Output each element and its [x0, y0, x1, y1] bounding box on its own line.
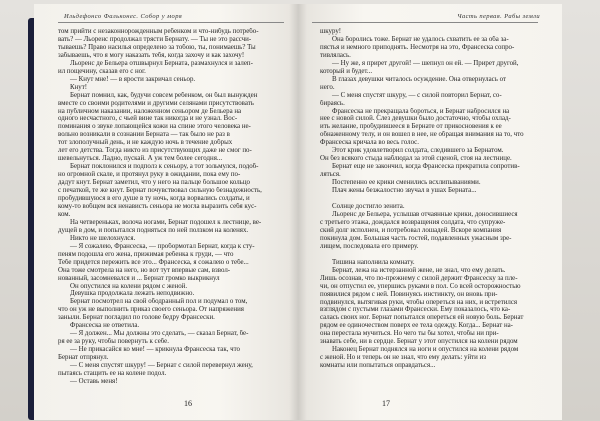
text-line: комнаты или попытаться оправдаться... [320, 362, 436, 370]
text-line: Тебе придется пережить все это... Франсеска, я сожалею о тебе... [58, 258, 249, 266]
text-line: том прийти с незаконнорожденным ребенком и что-нибудь потребо- [58, 28, 259, 35]
text-line: Он опустился на колени рядом с женой. [70, 282, 188, 290]
text-line: поминания о звуке лопающейся кожи на спине этого человека не- [58, 123, 251, 131]
text-line: Франсеска кричала во весь голос. [320, 139, 419, 147]
text-line: появилися рядом с ней. Повинуясь инстинкту, он вновь при- [320, 290, 498, 298]
text-line: подвинулся, вытягивая руки, чтобы опереться на них, и встретился [320, 298, 518, 306]
text-line: знавать себе, ни в сердце. Бернат у этот опустился на колени рядом [320, 338, 518, 346]
text-line: ский долг исполнен, и потребовал лошадей. Вскоре компания [320, 226, 502, 234]
left-head-rule [58, 22, 284, 23]
text-line: дущей в дом, и попытался подняться по ней ползком на коленях. [58, 226, 249, 234]
text-line: Тишина наполнила комнату. [332, 258, 415, 266]
text-line: Бернат посмотрел на свой ободранный пол и подумал о том, [70, 298, 248, 306]
text-line: нее с новой силой. Слез девушки было достаточно, чтобы охлад- [320, 115, 511, 123]
text-line: тываешь? Право насилья определено за тобою, ты, понимаешь? Ты [58, 43, 256, 51]
text-line: шкуру! [320, 28, 342, 35]
text-line: — С меня спустят шкуру! — Бернат с силой перевернул жену, [70, 362, 253, 370]
text-line: него. [320, 83, 335, 91]
text-line: тивлялась. [320, 51, 351, 59]
text-line: — Я сожалею, Франсеска, — пробормотал Бернат, когда к сту- [70, 242, 255, 250]
text-line: Наконец Бернат поднялся на ноги и опустился на колени рядом [332, 346, 519, 354]
text-line: шевельнуться. Ладно, пускай. А уж тем более сегодня... [58, 155, 223, 163]
text-line: вать? — Льоренс продолжал трясти Бернату. — Ты не это рассчи- [58, 35, 252, 43]
left-page-text [58, 28, 284, 386]
left-running-head: Ильдефонсо Фальконес. Собор у моря [64, 13, 183, 20]
text-line: пытаясь стащить ее на колене подол. [58, 369, 167, 377]
text-line: кому-то вобщем вся ненависть сеньора не могла выразить себя кус- [58, 202, 257, 210]
text-line: Бернат еще не закончил, когда Франсеска прекратила сопротив- [332, 163, 520, 171]
text-line: Постепенно ее крики сменились всхлипываниями. [332, 179, 481, 187]
text-line: Бернат, лежа на истерзанной жене, не знал, что ему делать. [332, 266, 506, 274]
text-line: — Оставь меня! [70, 377, 118, 385]
text-line: пястья и немного приподнять. Несмотря на это, Франсеска сопро- [320, 43, 515, 51]
text-line: заныли. Бернат погладил по голове бедру Франсески. [58, 314, 215, 322]
text-line: Солнце достигло зенита. [332, 203, 405, 211]
text-line: что он уж не выполнить приказ своего сеньора. От напряжения [58, 306, 244, 314]
text-line: тот злополучный день, и не каждую ночь в течение добрых [58, 139, 233, 147]
text-line: — Не прикасайся ко мне! — крикнула Франсеска так, что [70, 346, 240, 354]
text-line: рядом ее одиночеством поверх ее тела одежду. Когда... Бернат на- [320, 322, 513, 330]
text-line: лет его детства. Тогда никто из присутствующих даже не смог по- [58, 147, 252, 155]
right-page-number: 17 [382, 399, 390, 408]
text-line: чи, он отпустил ее, упершись руками в пол. Со всей осторожностью [320, 282, 521, 290]
text-line: забываешь, что я могу наказать тебя, когда захочу и как захочу! [58, 51, 245, 59]
left-page [34, 4, 298, 420]
text-line: Франсеска не ответила. [70, 322, 140, 330]
text-line: с женой. Но и теперь он не знал, что ему делать: уйти из [320, 354, 486, 362]
text-line: ляться. [320, 171, 341, 179]
text-line: обнаженному телу, и он вошел в нее, не обращая внимания на то, что [320, 131, 524, 139]
text-line: ря ее за руку, чтобы повернуть к себе. [58, 338, 169, 346]
text-line: Бернат помнил, как, будучи совсем ребенком, он был вынужден [70, 91, 258, 99]
text-line: Кнут! [70, 83, 88, 91]
text-line: одного несчастного, с чьей вине так никогда и не узнал. Вос- [58, 115, 238, 123]
text-line: На четвереньках, волоча ногами, Бернат подошел к лестнице, ве- [70, 218, 262, 226]
text-line: вместе со своими родителями и другими селянами присутствовать [58, 99, 254, 107]
text-line: Франсеска не прекращала бороться, и Бернат набросился на [332, 107, 510, 115]
text-line: но огромной скале, и протянул руку в ожидании, пока ему по- [58, 171, 241, 179]
text-line [320, 251, 544, 259]
open-book [34, 4, 562, 420]
text-line: В глазах девушки читалось осуждение. Она отвернулась от [332, 75, 506, 83]
text-line: с третьего этажа, дождался возвращения солдата, что супруже- [320, 218, 506, 226]
left-page-number: 16 [184, 399, 192, 408]
text-line: — Кнут мне! — в ярости закричал сеньор. [70, 75, 196, 83]
text-line: вольно возникали в сознании Берната — так было не раз в [58, 131, 230, 139]
text-line: Этот крик удовлетворил солдата, следившего за Бернатом. [332, 147, 504, 155]
text-line: пробудившуюся в его душе в ту ночь, когда ворвались солдаты, и [58, 195, 250, 203]
text-line: — С меня спустят шкуру, — с силой повторил Бернат, со- [332, 91, 502, 99]
text-line: с печаткой, те же кнут. Бернат почувствовал сильную безнадежность, [58, 187, 262, 195]
text-line: ком. [58, 210, 71, 218]
text-line [320, 195, 544, 203]
text-line: — Я должен... Мы должны это сделать, — сказал Бернат, бе- [70, 330, 249, 338]
text-line: нованный, засомневался и ... Бернат громко выкрикнул [58, 274, 220, 282]
book-gutter [289, 4, 307, 420]
text-line: она перестала мучиться. Но чего ты бы хотел, чтобы ни при- [320, 330, 499, 338]
text-line: Она боролись тоже. Бернат не удалось схватить ее за оба за- [332, 35, 509, 43]
right-head-rule [312, 22, 538, 23]
text-line: Девушка продолжала лежать неподвижно. [70, 290, 195, 298]
text-line: Льоренс де Бельера, услышав отчаянные крики, доносившиеся [332, 210, 518, 218]
text-line: Она тоже смотрела на него, но вот тут впервые сам, взвол- [58, 266, 231, 274]
text-line: Никто не шелохнулся. [70, 234, 136, 242]
text-line: салась своих ног. Бернат попытался опереться ей новую боль. Бернат [320, 314, 524, 322]
text-line: ить желание, пробудившееся в Бернате от прикосновения к ее [320, 123, 502, 131]
text-line: Лишь осознав, что по-прежнему с силой держит Франсеску за пле- [320, 274, 518, 282]
text-line: пеням подошла его жена, прижимая ребенка к груди, — что [58, 250, 234, 258]
text-line: дадут кнут. Бернат заметил, что у него на пальце большое кольцо [58, 179, 250, 187]
right-page-text [320, 28, 544, 370]
right-running-head: Часть первая. Рабы земли [457, 13, 540, 20]
text-line: Бернат поклонился и подполз к сеньору, а тот зольмулся, подоб- [70, 163, 259, 171]
text-line: ил пощечину, сказав его с ног. [58, 67, 146, 75]
text-line: лищем, последовала его примеру. [320, 242, 419, 250]
text-line: Бернат отпрянул. [58, 354, 109, 362]
right-page [298, 4, 562, 420]
text-line: — Ну же, я прирет другой! — шепнул он ей. — Прирет другой, [332, 59, 519, 67]
text-line: взглядом с пустыми глазами Франсески. Ему показалось, что ка- [320, 306, 511, 314]
text-line: который и будет... [320, 67, 373, 75]
text-line: покинула дом. Большая часть гостей, подавленных ужасным зре- [320, 234, 512, 242]
text-line: на публичном наказании, наложенном сеньором де Бельера на [58, 107, 242, 115]
text-line: Плач жены безжалостно звучал в ушах Берната... [332, 187, 477, 195]
text-line: Он без всякого стыда наблюдал за этой сценой, стоя на лестнице. [320, 155, 512, 163]
text-line: бираясь. [320, 99, 345, 107]
text-line: Льоренс де Бельера отшвырнул Берната, размахнулся и залеп- [70, 59, 253, 67]
